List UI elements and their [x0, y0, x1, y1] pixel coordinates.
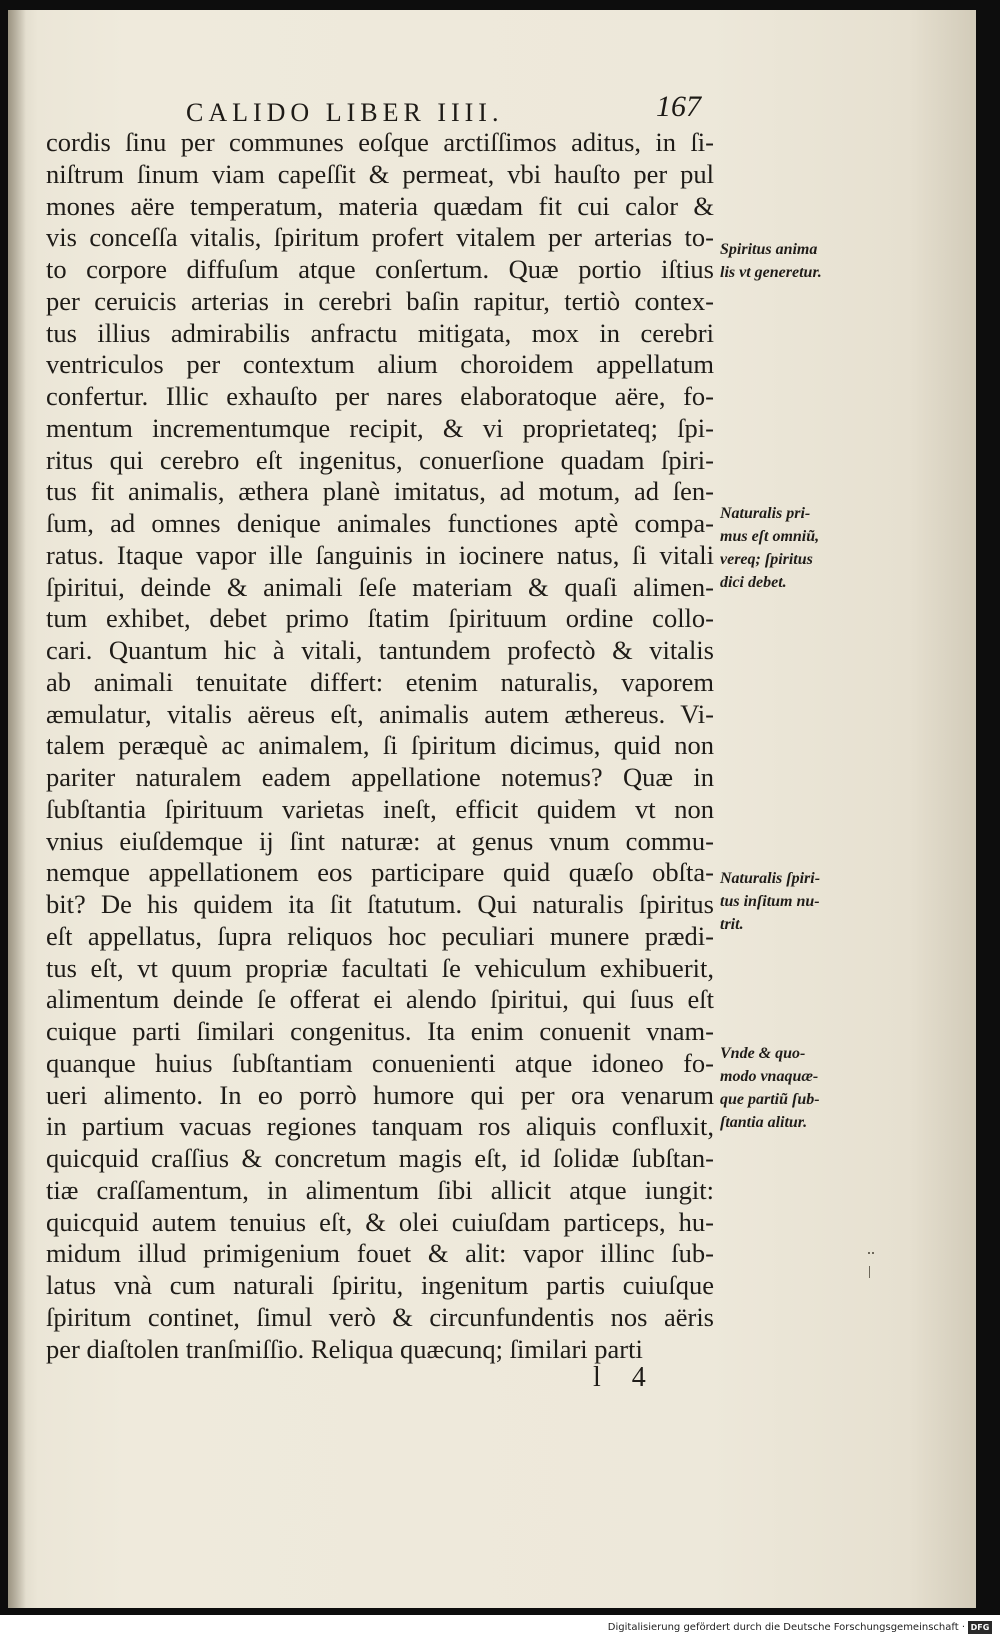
text-line: eſt appellatus, ſupra reliquos hoc peculiari munere prædi-: [46, 920, 714, 951]
speck: [872, 1252, 874, 1254]
text-line: ventriculos per contextum alium choroidem appellatum: [46, 349, 714, 380]
text-line: ritus qui cerebro eſt ingenitus, conuerſione quadam ſpiri-: [46, 444, 714, 475]
running-title: CALIDO LIBER IIII.: [186, 98, 504, 127]
text-line: tus fit animalis, æthera planè imitatus, ad motum, ad ſen-: [46, 476, 714, 507]
text-line: tus eſt, vt quum propriæ facultati ſe vehiculum exhibuerit,: [46, 952, 714, 983]
text-line: vnius eiuſdemque ij ſint naturæ: at genus vnum commu-: [46, 825, 714, 856]
text-line: ſubſtantia ſpirituum varietas ineſt, efficit quidem vt non: [46, 793, 714, 824]
text-line: cari. Quantum hic à vitali, tantundem profectò & vitalis: [46, 635, 714, 665]
text-line: ab animali tenuitate differt: etenim naturalis, vaporem: [46, 666, 714, 697]
text-line: ſum, ad omnes denique animales functiones aptè compa-: [46, 508, 714, 538]
marginal-note-line: Vnde & quo-: [720, 1045, 806, 1062]
marginal-note-line: vereq; ſpiritus: [720, 551, 813, 568]
main-text-block: [46, 127, 714, 1365]
text-line: quanque huius ſubſtantiam conuenienti atque idoneo fo-: [46, 1047, 714, 1078]
speck: [869, 1266, 870, 1278]
marginal-note-line: Naturalis ſpiri-: [720, 870, 821, 887]
text-line: tum exhibet, debet primo ſtatim ſpirituum ordine collo-: [46, 603, 714, 634]
text-line: vis conceſſa vitalis, ſpiritum profert vitalem per arterias to-: [46, 222, 714, 253]
speck: [868, 1252, 870, 1254]
marginal-note: [720, 238, 870, 284]
marginal-note-line: modo vnaquæ-: [720, 1068, 819, 1085]
text-line: confertur. Illic exhauſto per nares elaboratoque aëre, fo-: [46, 381, 714, 411]
text-line: quicquid autem tenuius eſt, & olei cuiuſdam particeps, hu-: [46, 1206, 714, 1237]
text-line: æmulatur, vitalis aëreus eſt, animalis autem æthereus. Vi-: [46, 698, 714, 729]
text-line: tus illius admirabilis anfractu mitigata, mox in cerebri: [46, 317, 714, 348]
text-line: bit? De his quidem ita ſit ſtatutum. Qui naturalis ſpiritus: [46, 889, 714, 919]
funding-credit: Digitalisierung gefördert durch die Deutsche Forschungsgemeinschaft ·: [607, 1622, 965, 1633]
text-line: to corpore diffuſum atque conſertum. Quæ portio iſtius: [46, 254, 714, 284]
text-line: mentum incrementumque recipit, & vi proprietateq; ſpi-: [46, 412, 714, 443]
book-page: [8, 10, 976, 1608]
marginal-note: [720, 502, 870, 594]
marginal-note-line: tus inſitum nu-: [720, 893, 820, 910]
text-line: per diaſtolen tranſmiſſio. Reliqua quæcunq; ſimilari parti: [46, 1333, 643, 1364]
text-line: mones aëre temperatum, materia quædam fit cui calor &: [46, 190, 714, 221]
footer-bar: [0, 1615, 1000, 1643]
marginal-note-line: Spiritus anima: [720, 241, 818, 258]
marginal-note-line: dici debet.: [720, 574, 787, 591]
text-line: ſpiritui, deinde & animali ſeſe materiam & quaſi alimen-: [46, 571, 714, 602]
text-line: alimentum deinde ſe offerat ei alendo ſpiritui, qui ſuus eſt: [46, 984, 714, 1015]
paper-specks: [866, 1250, 876, 1290]
signature-mark: l 4: [593, 1362, 658, 1393]
text-line: nemque appellationem eos participare quid quæſo obſta-: [46, 857, 714, 888]
text-line: cuique parti ſimilari congenitus. Ita enim conuenit vnam-: [46, 1016, 714, 1046]
text-line: in partium vacuas regiones tanquam ros aliquis confluxit,: [46, 1111, 714, 1142]
page-gutter-shadow: [8, 10, 26, 1608]
marginal-note: [720, 867, 870, 936]
text-line: ueri alimento. In eo porrò humore qui per ora venarum: [46, 1079, 714, 1110]
text-line: niſtrum ſinum viam capeſſit & permeat, vbi hauſto per pul: [46, 158, 714, 189]
marginal-note-line: ſtantia alitur.: [720, 1114, 808, 1131]
text-line: ratus. Itaque vapor ille ſanguinis in iocinere natus, ſi vitali: [46, 539, 714, 570]
marginal-note-line: Naturalis pri-: [720, 505, 811, 522]
marginal-note: [720, 1042, 870, 1134]
text-line: talem peræquè ac animalem, ſi ſpiritum dicimus, quid non: [46, 730, 714, 761]
text-line: tiæ craſſamentum, in alimentum ſibi allicit atque iungit:: [46, 1174, 714, 1205]
marginal-note-line: lis vt generetur.: [720, 264, 822, 281]
marginal-note-line: mus eſt omniũ,: [720, 528, 820, 545]
text-line: midum illud primigenium fouet & alit: vapor illinc ſub-: [46, 1238, 714, 1269]
marginal-note-line: que partiũ ſub-: [720, 1091, 820, 1108]
dfg-logo-icon: DFG: [968, 1621, 992, 1634]
text-line: latus vnà cum naturali ſpiritu, ingenitum partis cuiuſque: [46, 1270, 714, 1300]
page-number: 167: [656, 90, 701, 123]
marginal-note-line: trit.: [720, 916, 744, 933]
text-line: quicquid craſſius & concretum magis eſt, id ſolidæ ſubſtan-: [46, 1143, 714, 1173]
text-line: per ceruicis arterias in cerebri baſin rapitur, tertiò contex-: [46, 285, 714, 316]
text-line: pariter naturalem eadem appellatione notemus? Quæ in: [46, 762, 714, 792]
text-line: cordis ſinu per communes eoſque arctiſſimos aditus, in ſi-: [46, 127, 714, 157]
text-line: ſpiritum continet, ſimul verò & circunfundentis nos aëris: [46, 1301, 714, 1332]
